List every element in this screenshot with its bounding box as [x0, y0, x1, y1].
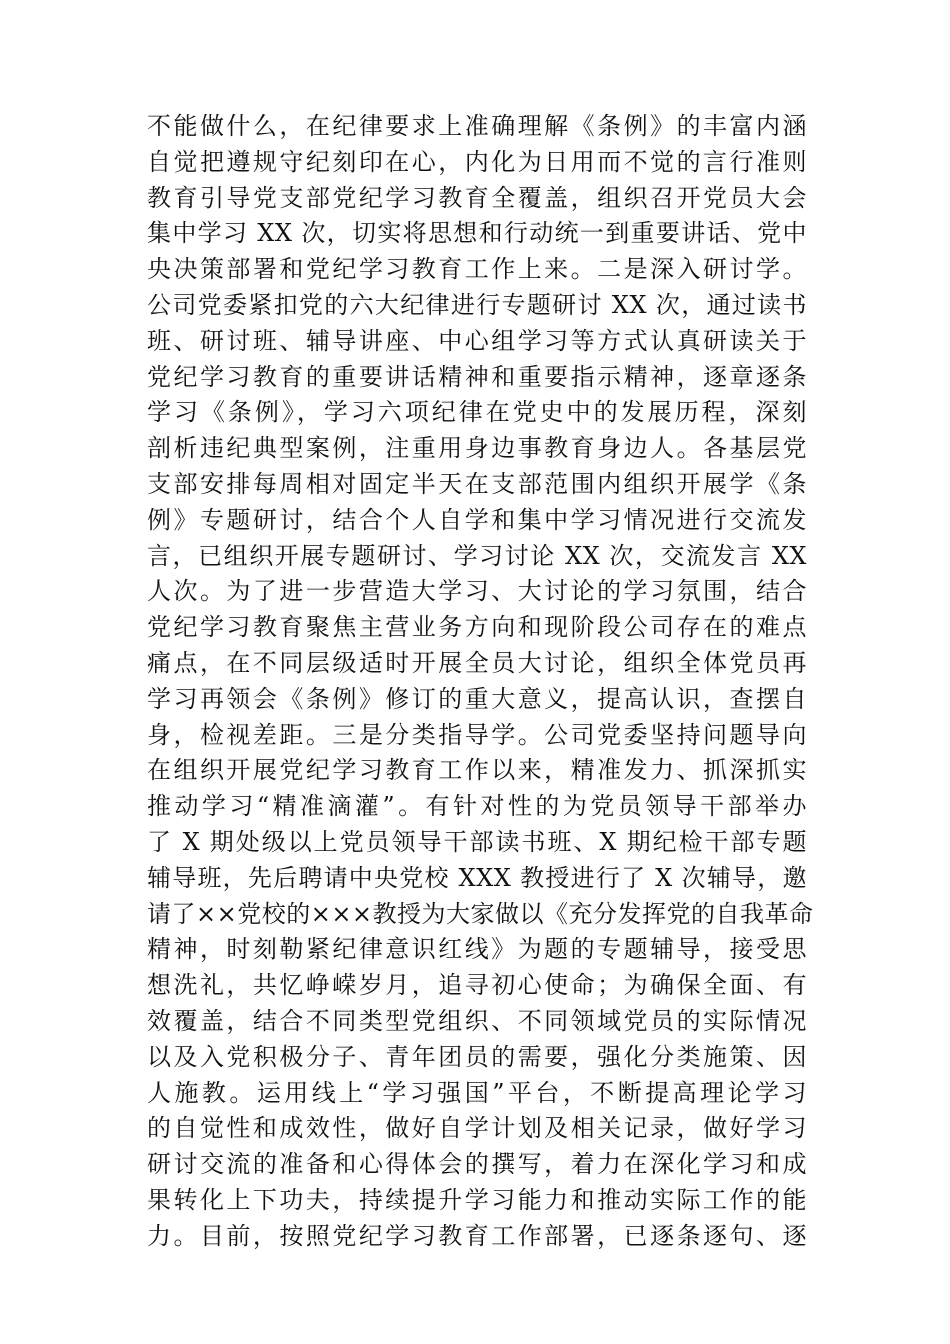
text-line: 不能做什么，在纪律要求上准确理解《条例》的丰富内涵 — [147, 112, 807, 140]
text-line: 例》专题研讨，结合个人自学和集中学习情况进行交流发 — [147, 505, 807, 534]
text-line: 精神，时刻勒紧纪律意识红线》为题的专题辅导，接受思 — [147, 935, 807, 964]
text-line: 集中学习 XX 次，切实将思想和行动统一到重要讲话、党中 — [147, 219, 807, 248]
text-line: 的自觉性和成效性，做好自学计划及相关记录，做好学习 — [147, 1114, 807, 1143]
text-line: 了 X 期处级以上党员领导干部读书班、X 期纪检干部专题 — [147, 827, 807, 856]
text-line: 党纪学习教育的重要讲话精神和重要指示精神，逐章逐条 — [147, 362, 807, 391]
text-line: 请了××党校的×××教授为大家做以《充分发挥党的自我革命 — [147, 899, 814, 928]
text-line: 言，已组织开展专题研讨、学习讨论 XX 次，交流发言 XX — [147, 541, 807, 570]
text-line: 央决策部署和党纪学习教育工作上来。二是深入研讨学。 — [147, 255, 807, 284]
text-line: 以及入党积极分子、青年团员的需要，强化分类施策、因 — [147, 1042, 807, 1071]
text-line: 痛点，在不同层级适时开展全员大讨论，组织全体党员再 — [147, 648, 807, 677]
text-line: 想洗礼，共忆峥嵘岁月，追寻初心使命；为确保全面、有 — [147, 971, 807, 1000]
text-line: 人次。为了进一步营造大学习、大讨论的学习氛围，结合 — [147, 577, 807, 606]
text-line: 推动学习“精准滴灌”。有针对性的为党员领导干部举办 — [147, 792, 807, 821]
text-line: 效覆盖，结合不同类型党组织、不同领域党员的实际情况 — [147, 1006, 807, 1035]
text-line: 教育引导党支部党纪学习教育全覆盖，组织召开党员大会 — [147, 183, 807, 212]
text-line: 研讨交流的准备和心得体会的撰写，着力在深化学习和成 — [147, 1150, 807, 1179]
text-line: 学习《条例》，学习六项纪律在党史中的发展历程，深刻 — [147, 398, 807, 427]
text-line: 学习再领会《条例》修订的重大意义，提高认识，查摆自 — [147, 684, 807, 713]
text-line: 班、研讨班、辅导讲座、中心组学习等方式认真研读关于 — [147, 326, 807, 355]
text-line: 公司党委紧扣党的六大纪律进行专题研讨 XX 次，通过读书 — [147, 290, 807, 319]
text-line: 身，检视差距。三是分类指导学。公司党委坚持问题导向 — [147, 720, 807, 749]
text-line: 人施教。运用线上“学习强国”平台，不断提高理论学习 — [147, 1078, 807, 1107]
text-line: 果转化上下功夫，持续提升学习能力和推动实际工作的能 — [147, 1185, 807, 1214]
text-line: 支部安排每周相对固定半天在支部范围内组织开展学《条 — [147, 469, 807, 498]
text-line: 辅导班，先后聘请中央党校 XXX 教授进行了 X 次辅导，邀 — [147, 863, 807, 892]
text-line: 剖析违纪典型案例，注重用身边事教育身边人。各基层党 — [147, 434, 807, 463]
text-line: 力。目前，按照党纪学习教育工作部署，已逐条逐句、逐 — [147, 1221, 807, 1250]
text-line: 在组织开展党纪学习教育工作以来，精准发力、抓深抓实 — [147, 756, 807, 785]
body-text — [147, 109, 814, 1255]
text-line: 党纪学习教育聚焦主营业务方向和现阶段公司存在的难点 — [147, 613, 807, 642]
text-line: 自觉把遵规守纪刻印在心，内化为日用而不觉的言行准则 — [147, 147, 807, 176]
